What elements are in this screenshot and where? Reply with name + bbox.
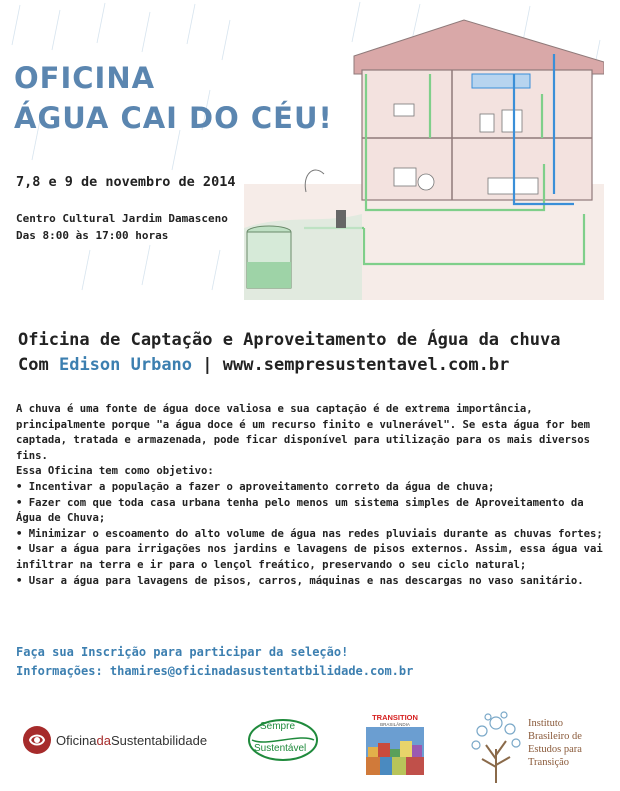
list-item: • Usar a água para irrigações nos jardins e lavagens de pisos externos. Assim, essa água vai infiltrar na terra e ir para o lençol freático, preservando o seu ciclo natural; bbox=[16, 543, 603, 571]
house-cutaway-illustration bbox=[244, 14, 604, 300]
event-venue-block bbox=[16, 210, 228, 244]
ss-line-1: Sempre bbox=[260, 721, 296, 732]
objective-lead: Essa Oficina tem como objetivo: bbox=[16, 465, 214, 478]
signup-text: Faça sua Inscrição para participar da seleção! bbox=[16, 645, 349, 659]
workshop-headline bbox=[18, 328, 618, 378]
separator: | bbox=[202, 355, 213, 375]
website-link[interactable]: www.sempresustentavel.com.br bbox=[222, 355, 510, 375]
headline-line-1: Oficina de Captação e Aproveitamento de Água da chuva bbox=[18, 330, 561, 350]
oficina-sustentabilidade-logo bbox=[22, 725, 207, 755]
list-item: • Minimizar o escoamento do alto volume de água nas redes pluviais durante as chuvas fortes; bbox=[16, 527, 603, 540]
list-item: • Fazer com que toda casa urbana tenha pelo menos um sistema simples de Aproveitamento da Água de Chuva; bbox=[16, 496, 584, 525]
title-line-2: ÁGUA CAI DO CÉU! bbox=[14, 101, 333, 135]
bullet-icon: • bbox=[16, 527, 23, 540]
with-label: Com bbox=[18, 355, 49, 375]
bullet-icon: • bbox=[16, 480, 23, 493]
ib-wordmark: Instituto Brasileiro de Estudos para Transição bbox=[528, 718, 582, 768]
objectives-list bbox=[16, 480, 612, 589]
headline-line-2 bbox=[18, 353, 618, 378]
intro-paragraph: A chuva é uma fonte de água doce valiosa e sua captação é de extrema importância, principalmente porque "a água doce é um recurso finito e vulnerável". Se esta água for bem captada, tratada e armazenada, pode ficar disponível para utilização para os mais diversos fins. bbox=[16, 403, 591, 462]
tb-title: TRANSITION bbox=[372, 713, 418, 722]
description-body bbox=[16, 402, 612, 589]
tree-icon bbox=[468, 709, 524, 785]
call-to-action bbox=[16, 643, 413, 681]
event-venue: Centro Cultural Jardim Damasceno bbox=[16, 212, 228, 225]
event-hours: Das 8:00 às 17:00 horas bbox=[16, 229, 169, 242]
list-item: • Usar a água para lavagens de pisos, carros, máquinas e nas descargas no vaso sanitário. bbox=[16, 574, 584, 587]
tb-subtitle: BRASILÂNDIA bbox=[380, 722, 410, 727]
bullet-icon: • bbox=[16, 574, 23, 587]
ss-line-2: Sustentável bbox=[254, 743, 307, 754]
bullet-icon: • bbox=[16, 543, 23, 556]
contact-email[interactable]: Informações: thamires@oficinadasustentatbilidade.com.br bbox=[16, 664, 414, 678]
favela-illustration-icon bbox=[366, 727, 424, 775]
ods-mark-icon bbox=[22, 725, 52, 755]
event-dates: 7,8 e 9 de novembro de 2014 bbox=[16, 174, 236, 190]
sponsor-logos bbox=[0, 705, 620, 785]
transition-brasilandia-logo bbox=[366, 713, 424, 775]
title-line-1: OFICINA bbox=[14, 61, 156, 95]
bullet-icon: • bbox=[16, 496, 23, 509]
instructor-name: Edison Urbano bbox=[58, 355, 193, 375]
ods-wordmark: OficinadaSustentabilidade bbox=[56, 732, 208, 748]
instituto-brasileiro-logo bbox=[468, 709, 618, 785]
sempre-sustentavel-logo bbox=[246, 717, 320, 763]
list-item: • Incentivar a população a fazer o aproveitamento correto da água de chuva; bbox=[16, 480, 495, 493]
